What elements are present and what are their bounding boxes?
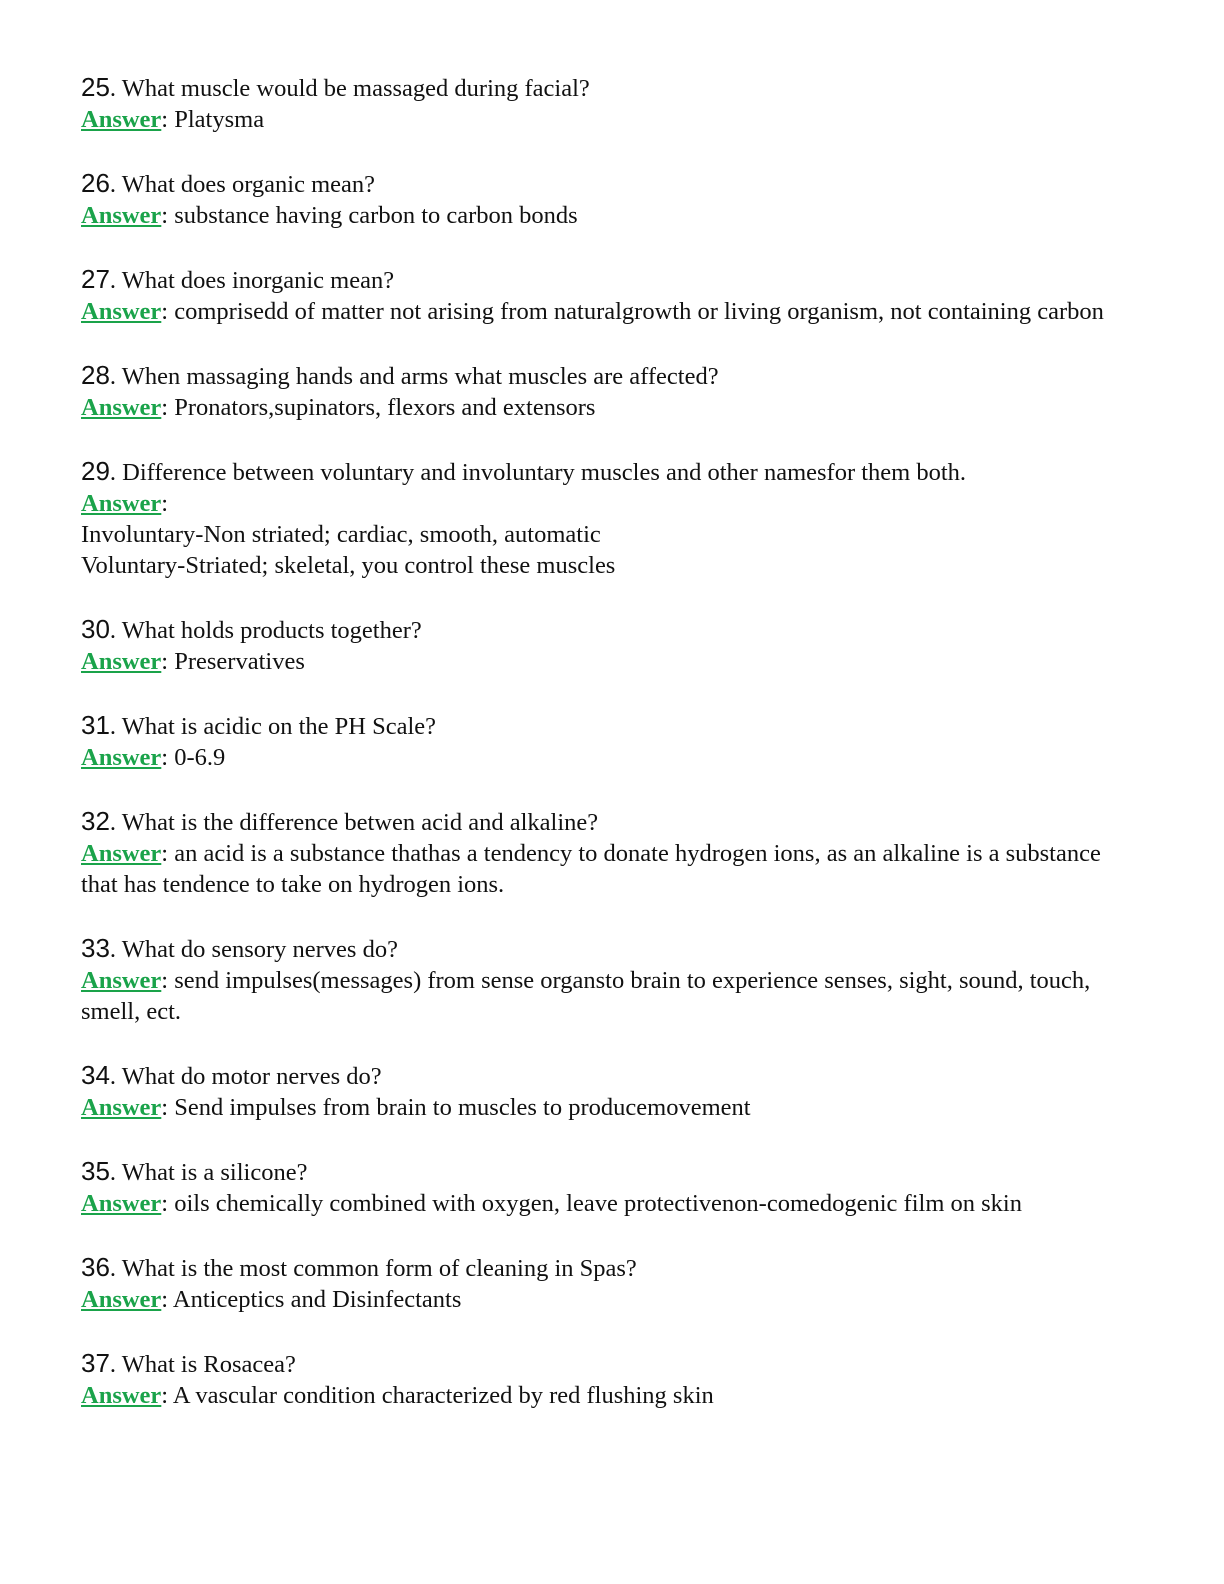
answer-label: Answer (81, 298, 162, 325)
question-text: What is acidic on the PH Scale? (121, 713, 437, 740)
question-number: 35 (81, 1156, 110, 1186)
question-text: When massaging hands and arms what muscles are affected? (121, 363, 719, 390)
qa-item (81, 168, 1141, 231)
answer-text: send impulses(messages) from sense organsto brain to experience senses, sight, sound, touch, smell, ect. (81, 967, 1091, 1025)
answer: Answer: A vascular condition characterized by red flushing skin (81, 1382, 714, 1409)
question-text: What holds products together? (121, 617, 422, 644)
answer-text: Send impulses from brain to muscles to producemovement (174, 1094, 751, 1121)
answer-label: Answer (81, 394, 162, 421)
question: 25. What muscle would be massaged during facial? (81, 72, 590, 102)
answer-label: Answer (81, 648, 162, 675)
question-text: What is the difference betwen acid and alkaline? (121, 809, 599, 836)
answer: Answer: send impulses(messages) from sense organsto brain to experience senses, sight, sound, touch, smell, ect. (81, 967, 1091, 1025)
answer-text: Voluntary-Striated; skeletal, you control these muscles (81, 552, 616, 579)
answer-label: Answer (81, 967, 162, 994)
answer: Answer: Platysma (81, 106, 265, 133)
question-number: 34 (81, 1060, 110, 1090)
question-text: What muscle would be massaged during facial? (121, 75, 590, 102)
qa-document (81, 72, 1141, 1444)
answer-label: Answer (81, 490, 162, 517)
question: 30. What holds products together? (81, 614, 422, 644)
answer-text: Preservatives (174, 648, 305, 675)
qa-item (81, 1060, 1141, 1123)
answer: Answer: oils chemically combined with oxygen, leave protectivenon-comedogenic film on skin (81, 1190, 1022, 1217)
answer-label: Answer (81, 1190, 162, 1217)
answer-text: Involuntary-Non striated; cardiac, smooth, automatic (81, 521, 601, 548)
answer-label: Answer (81, 1094, 162, 1121)
question: 36. What is the most common form of cleaning in Spas? (81, 1252, 637, 1282)
question: 26. What does organic mean? (81, 168, 376, 198)
answer: Answer: substance having carbon to carbon bonds (81, 202, 578, 229)
question-text: What is a silicone? (121, 1159, 308, 1186)
answer: Answer: 0-6.9 (81, 744, 226, 771)
answer: Answer: comprisedd of matter not arising from naturalgrowth or living organism, not containing carbon (81, 298, 1104, 325)
qa-item (81, 1252, 1141, 1315)
question-number: 36 (81, 1252, 110, 1282)
answer-text: an acid is a substance thathas a tendency to donate hydrogen ions, as an alkaline is a substance that has tendence to take on hydrogen ions. (81, 840, 1101, 898)
question: 32. What is the difference betwen acid and alkaline? (81, 806, 599, 836)
answer-text: substance having carbon to carbon bonds (174, 202, 578, 229)
answer-text: oils chemically combined with oxygen, leave protectivenon-comedogenic film on skin (174, 1190, 1022, 1217)
question-text: Difference between voluntary and involuntary muscles and other namesfor them both. (122, 459, 967, 486)
qa-item (81, 933, 1141, 1027)
question-number: 33 (81, 933, 110, 963)
answer: Answer: Preservatives (81, 648, 305, 675)
qa-item (81, 264, 1141, 327)
question-number: 27 (81, 264, 110, 294)
question-text: What do sensory nerves do? (121, 936, 398, 963)
question: 35. What is a silicone? (81, 1156, 308, 1186)
question: 31. What is acidic on the PH Scale? (81, 710, 437, 740)
question: 33. What do sensory nerves do? (81, 933, 398, 963)
qa-item (81, 360, 1141, 423)
answer-text: A vascular condition characterized by red flushing skin (172, 1382, 714, 1409)
answer: Answer: Pronators,supinators, flexors and extensors (81, 394, 596, 421)
question: 34. What do motor nerves do? (81, 1060, 382, 1090)
answer-text: Anticeptics and Disinfectants (172, 1286, 462, 1313)
question-number: 30 (81, 614, 110, 644)
question-text: What does organic mean? (121, 171, 376, 198)
question: 37. What is Rosacea? (81, 1348, 296, 1378)
question-number: 26 (81, 168, 110, 198)
qa-item (81, 456, 1141, 581)
question-text: What do motor nerves do? (121, 1063, 382, 1090)
answer-text: Pronators,supinators, flexors and extensors (174, 394, 596, 421)
question-number: 37 (81, 1348, 110, 1378)
question: 28. When massaging hands and arms what muscles are affected? (81, 360, 719, 390)
answer: Answer: Send impulses from brain to muscles to producemovement (81, 1094, 751, 1121)
question-text: What is the most common form of cleaning in Spas? (121, 1255, 637, 1282)
question: 29. Difference between voluntary and involuntary muscles and other namesfor them both. (81, 456, 967, 486)
answer-label: Answer (81, 744, 162, 771)
qa-item (81, 72, 1141, 135)
answer-label: Answer (81, 840, 162, 867)
answer-label: Answer (81, 1286, 162, 1313)
question-number: 25 (81, 72, 110, 102)
answer-text: 0-6.9 (174, 744, 226, 771)
question: 27. What does inorganic mean? (81, 264, 395, 294)
qa-item (81, 710, 1141, 773)
answer-text: comprisedd of matter not arising from naturalgrowth or living organism, not containing carbon (174, 298, 1104, 325)
question-number: 31 (81, 710, 110, 740)
question-number: 28 (81, 360, 110, 390)
question-number: 32 (81, 806, 110, 836)
question-number: 29 (81, 456, 110, 486)
qa-item (81, 1348, 1141, 1411)
question-text: What is Rosacea? (121, 1351, 296, 1378)
answer-text: Platysma (174, 106, 265, 133)
answer-label: Answer (81, 1382, 162, 1409)
answer: Answer: Involuntary-Non striated; cardiac, smooth, automatic Voluntary-Striated; skeletal, you control these muscles (81, 488, 1141, 581)
qa-item (81, 614, 1141, 677)
answer: Answer: Anticeptics and Disinfectants (81, 1286, 462, 1313)
answer-label: Answer (81, 106, 162, 133)
qa-item (81, 806, 1141, 900)
answer: Answer: an acid is a substance thathas a tendency to donate hydrogen ions, as an alkaline is a substance that has tendence to take on hydrogen ions. (81, 840, 1101, 898)
answer-label: Answer (81, 202, 162, 229)
qa-item (81, 1156, 1141, 1219)
question-text: What does inorganic mean? (121, 267, 395, 294)
